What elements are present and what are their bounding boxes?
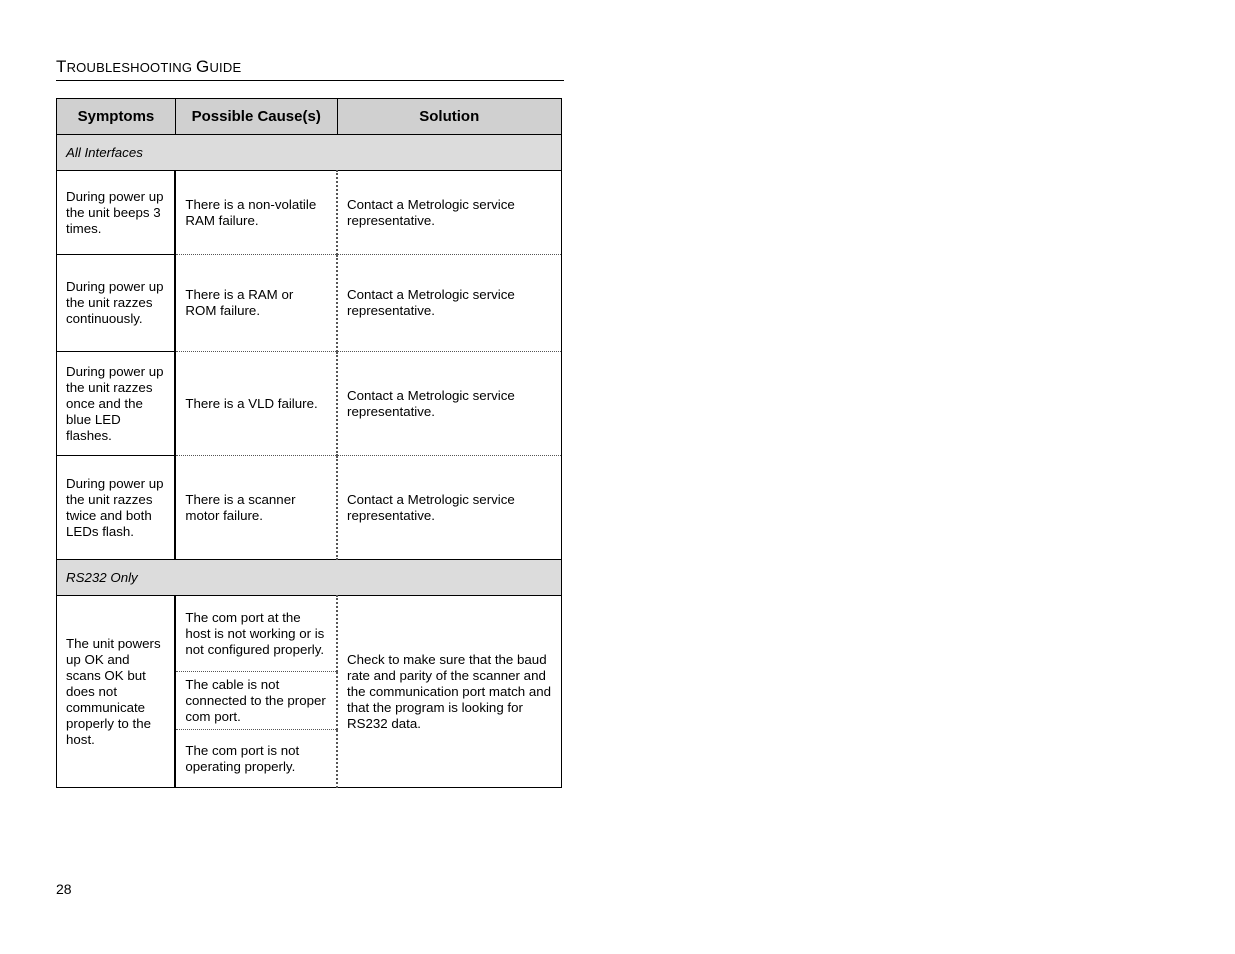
symptom-cell: The unit powers up OK and scans OK but does not communicate properly to the host.: [57, 596, 176, 788]
solution-cell: Contact a Metrologic service representative.: [337, 456, 561, 560]
cause-cell: There is a RAM or ROM failure.: [175, 255, 337, 352]
symptom-cell: During power up the unit razzes continuously.: [57, 255, 176, 352]
table-row: [57, 596, 562, 672]
solution-cell: Contact a Metrologic service representative.: [337, 171, 561, 255]
column-header-causes: Possible Cause(s): [175, 99, 337, 135]
solution-cell: Contact a Metrologic service representative.: [337, 255, 561, 352]
table-row: [57, 352, 562, 456]
cause-cell: The com port is not operating properly.: [175, 730, 337, 788]
symptom-cell: During power up the unit razzes twice and both LEDs flash.: [57, 456, 176, 560]
title-part: G: [196, 57, 210, 76]
section-row-rs232: [57, 560, 562, 596]
section-row-all-interfaces: [57, 135, 562, 171]
title-part: UIDE: [209, 60, 242, 75]
cause-cell: There is a scanner motor failure.: [175, 456, 337, 560]
cause-cell: There is a VLD failure.: [175, 352, 337, 456]
cause-cell: The com port at the host is not working or is not configured properly.: [175, 596, 337, 672]
table-row: [57, 255, 562, 352]
table-row: [57, 456, 562, 560]
title-part: ROUBLESHOOTING: [66, 60, 197, 75]
section-label: RS232 Only: [57, 560, 562, 596]
page-title: [56, 57, 564, 81]
solution-cell: Contact a Metrologic service representative.: [337, 352, 561, 456]
symptom-cell: During power up the unit beeps 3 times.: [57, 171, 176, 255]
cause-cell: The cable is not connected to the proper com port.: [175, 672, 337, 730]
page-number: 28: [56, 881, 72, 897]
symptom-cell: During power up the unit razzes once and the blue LED flashes.: [57, 352, 176, 456]
troubleshooting-table: [56, 98, 562, 788]
table-row: [57, 171, 562, 255]
column-header-solution: Solution: [337, 99, 561, 135]
solution-cell: Check to make sure that the baud rate and parity of the scanner and the communication port match and that the program is looking for RS232 data.: [337, 596, 561, 788]
cause-cell: There is a non-volatile RAM failure.: [175, 171, 337, 255]
section-label: All Interfaces: [57, 135, 562, 171]
title-part: T: [56, 57, 67, 76]
column-header-symptoms: Symptoms: [57, 99, 176, 135]
table-header-row: [57, 99, 562, 135]
